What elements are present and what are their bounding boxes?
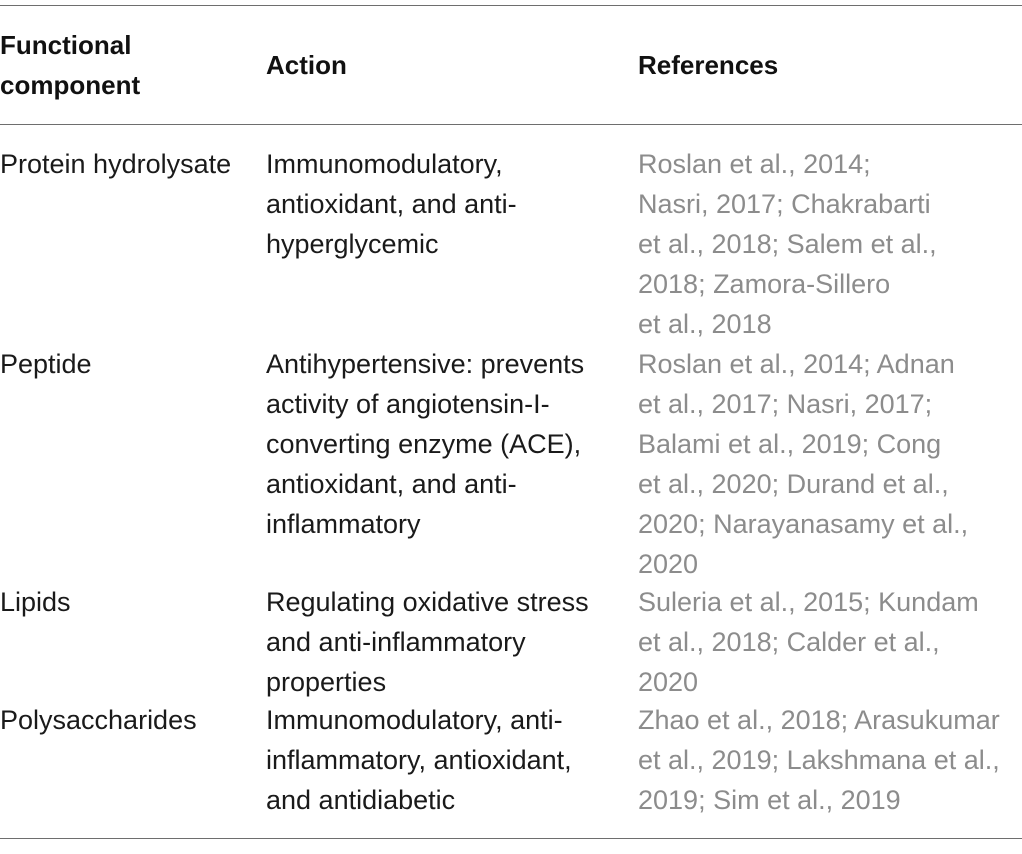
row-action — [266, 144, 517, 264]
reference-line[interactable]: 2020; Narayanasamy et al., — [638, 509, 969, 539]
row-component: Polysaccharides — [0, 705, 197, 735]
reference-line[interactable]: et al., 2017; Nasri, 2017; — [638, 389, 933, 419]
reference-line[interactable]: Zhao et al., 2018; Arasukumar — [638, 705, 1000, 735]
reference-line[interactable]: 2018; Zamora-Sillero — [638, 269, 891, 299]
row-component: Protein hydrolysate — [0, 149, 232, 179]
header-component-line-2: component — [0, 70, 141, 100]
action-line: antioxidant, and anti- — [266, 469, 517, 499]
action-line: activity of angiotensin-I- — [266, 389, 550, 419]
row-references — [638, 582, 979, 702]
reference-line[interactable]: 2019; Sim et al., 2019 — [638, 785, 901, 815]
row-references — [638, 144, 937, 344]
reference-line[interactable]: Suleria et al., 2015; Kundam — [638, 587, 979, 617]
action-line: inflammatory — [266, 509, 421, 539]
row-component: Lipids — [0, 587, 71, 617]
reference-line[interactable]: et al., 2018 — [638, 309, 772, 339]
reference-line[interactable]: Nasri, 2017; Chakrabarti — [638, 189, 931, 219]
row-references — [638, 700, 1000, 820]
row-action — [266, 344, 584, 544]
header-action: Action — [266, 50, 347, 80]
header-references: References — [638, 50, 779, 80]
header-functional-component — [0, 25, 140, 105]
reference-line[interactable]: Balami et al., 2019; Cong — [638, 429, 942, 459]
action-line: properties — [266, 667, 387, 697]
table-header-rule — [0, 124, 1022, 125]
action-line: Immunomodulatory, anti- — [266, 705, 563, 735]
reference-line[interactable]: 2020 — [638, 549, 699, 579]
header-component-line-1: Functional — [0, 30, 132, 60]
reference-line[interactable]: et al., 2018; Calder et al., — [638, 627, 940, 657]
action-line: converting enzyme (ACE), — [266, 429, 582, 459]
action-line: Antihypertensive: prevents — [266, 349, 585, 379]
action-line: and anti-inflammatory — [266, 627, 526, 657]
table-top-rule — [0, 5, 1022, 6]
reference-line[interactable]: et al., 2020; Durand et al., — [638, 469, 949, 499]
row-action — [266, 582, 589, 702]
action-line: hyperglycemic — [266, 229, 439, 259]
action-line: antioxidant, and anti- — [266, 189, 517, 219]
action-line: Regulating oxidative stress — [266, 587, 589, 617]
action-line: and antidiabetic — [266, 785, 456, 815]
row-action — [266, 700, 572, 820]
reference-line[interactable]: Roslan et al., 2014; — [638, 149, 871, 179]
table-bottom-rule — [0, 838, 1022, 839]
action-line: Immunomodulatory, — [266, 149, 503, 179]
reference-line[interactable]: et al., 2018; Salem et al., — [638, 229, 937, 259]
row-component: Peptide — [0, 349, 92, 379]
reference-line[interactable]: et al., 2019; Lakshmana et al., — [638, 745, 1000, 775]
action-line: inflammatory, antioxidant, — [266, 745, 572, 775]
reference-line[interactable]: Roslan et al., 2014; Adnan — [638, 349, 955, 379]
reference-line[interactable]: 2020 — [638, 667, 699, 697]
row-references — [638, 344, 968, 584]
